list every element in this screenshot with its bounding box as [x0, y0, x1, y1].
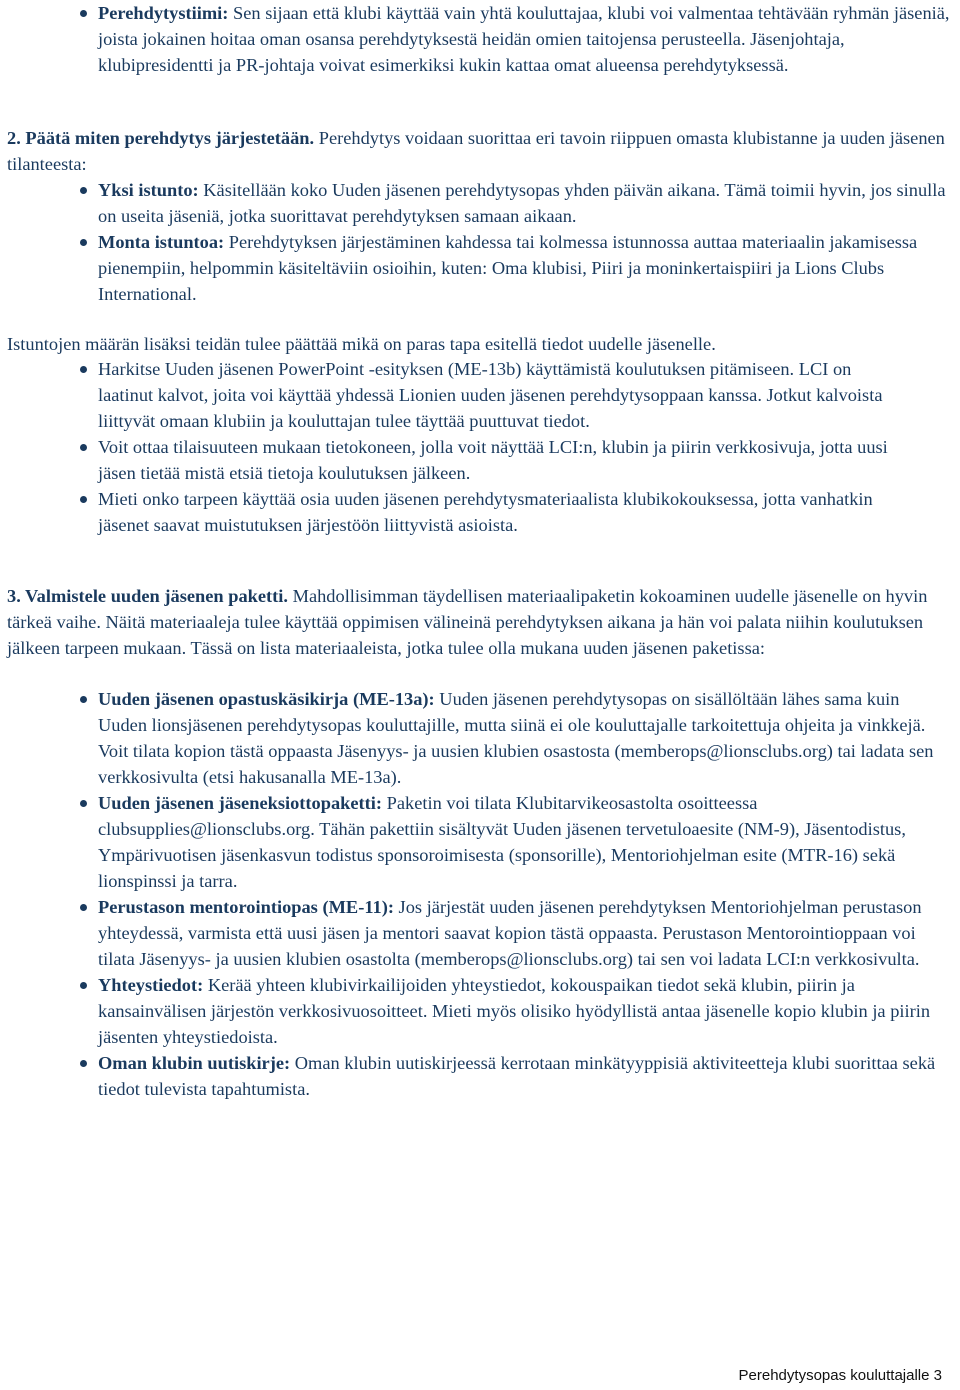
item-text: Jos järjestät uuden jäsenen perehdytyksen Mentoriohjelman perustason yhteydessä, varmista että uusi jäsen ja mentori saavat kopion tästä oppaasta. Perustason Mentorointioppaan voi tilata Jäsenyys- ja uusien klubien osastolta (memberops@lionsclubs.org) tai sen voi ladata LCI:n verkkosivulta. [98, 897, 922, 969]
item-text: Oman klubin uutiskirjeessä kerrotaan minkätyyppisiä aktiviteetteja klubi suorittaa sekä tiedot tulevista tapahtumista. [98, 1053, 936, 1099]
section-2-list [80, 177, 948, 307]
item-text: Käsitellään koko Uuden jäsenen perehdytysopas yhden päivän aikana. Tämä toimii hyvin, jos sinulla on useita jäseniä, jotka suorittavat perehdytyksen samaan aikaan. [98, 180, 946, 226]
item-text: Perehdytyksen järjestäminen kahdessa tai kolmessa istunnossa auttaa materiaalin jakamisessa pienempiin, helpommin käsiteltäviin osioihin, kuten: Oma klubisi, Piiri ja moninkertaispiiri ja Lions Clubs International. [98, 232, 918, 304]
item-text: Paketin voi tilata Klubitarvikeosastolta osoitteessa clubsupplies@lionsclubs.org. Tähän pakettiin sisältyvät Uuden jäsenen tervetuloaesite (NM-9), Jäsentodistus, Ympärivuotisen jäsenkasvun todistus sponsoroimisesta (sponsorille), Mentoriohjelman esite (MTR-16) sekä lionspinssi ja tarra. [98, 793, 906, 891]
page-footer: Perehdytysopas kouluttajalle 3 [738, 1367, 942, 1384]
section-3-list [80, 686, 950, 1102]
bullet-text: Sen sijaan että klubi käyttää vain yhtä kouluttajaa, klubi voi valmentaa tehtävään ryhmän jäseniä, joista jokainen hoitaa oman osansa perehdytyksestä heidän omien taitojensa perusteella. Jäsenjohtaja, klubipresidentti ja PR-johtaja voivat esimerkiksi kukin kattaa omat alueensa perehdytyksessä. [98, 3, 950, 75]
item-title: Uuden jäsenen jäseneksiottopaketti: [98, 793, 383, 813]
list-item [80, 229, 948, 307]
list-item: Harkitse Uuden jäsenen PowerPoint -esityksen (ME-13b) käyttämistä koulutuksen pitämiseen. LCI on laatinut kalvot, joita voi käyttää yhdessä Lionien uuden jäsenen perehdytysoppaan kanssa. Jotkut kalvoista liittyvät omaan klubiin ja kouluttajan tulee täyttää puuttuvat tiedot. [80, 356, 910, 434]
team-bullet-list [80, 0, 950, 78]
section-2-text: Perehdytys voidaan suorittaa eri tavoin riippuen omasta klubistanne ja uuden jäsenen tilanteesta: [7, 128, 945, 174]
section-2-heading [7, 125, 947, 177]
list-item [80, 177, 948, 229]
item-text: Kerää yhteen klubivirkailijoiden yhteystiedot, kokouspaikan tiedot sekä klubin, piirin ja kansainvälisen järjestön verkkosivuosoitteet. Mieti myös olisiko hyödyllistä antaa jäsenelle kopio klubin ja piirin jäsenten yhteystiedoista. [98, 975, 931, 1047]
item-title: Yhteystiedot: [98, 975, 204, 995]
list-item [80, 790, 950, 894]
item-title: Yksi istunto: [98, 180, 199, 200]
list-item [80, 1050, 950, 1102]
list-item: Voit ottaa tilaisuuteen mukaan tietokoneen, jolla voit näyttää LCI:n, klubin ja piirin verkkosivuja, jotta uusi jäsen tietää mistä etsiä tietoja koulutuksen jälkeen. [80, 434, 910, 486]
list-item [80, 894, 950, 972]
presentation-list [80, 356, 910, 538]
list-item [80, 972, 950, 1050]
section-3-heading [7, 583, 957, 661]
section-3-title: 3. Valmistele uuden jäsenen paketti. [7, 586, 288, 606]
bullet-title: Perehdytystiimi: [98, 3, 229, 23]
section-3-text: Mahdollisimman täydellisen materiaalipaketin kokoaminen uudelle jäsenelle on hyvin tärkeä vaihe. Näitä materiaaleja tulee käyttää oppimisen välineinä perehdytyksen aikana ja hän voi palata niihin koulutuksen jälkeen tarpeen mukaan. Tässä on lista materiaaleista, jotka tulee olla mukana uuden jäsenen paketissa: [7, 586, 928, 658]
list-item [80, 686, 950, 790]
sessions-paragraph: Istuntojen määrän lisäksi teidän tulee päättää mikä on paras tapa esitellä tiedot uudelle jäsenelle. [7, 334, 716, 354]
item-title: Uuden jäsenen opastuskäsikirja (ME-13a): [98, 689, 435, 709]
item-title: Perustason mentorointiopas (ME-11): [98, 897, 394, 917]
section-2-title: 2. Päätä miten perehdytys järjestetään. [7, 128, 315, 148]
item-title: Oman klubin uutiskirje: [98, 1053, 291, 1073]
list-item [80, 0, 950, 78]
item-text: Uuden jäsenen perehdytysopas on sisällöltään lähes sama kuin Uuden lionsjäsenen perehdytysopas kouluttajille, mutta siinä ei ole kouluttajalle tarkoitettuja ohjeita ja vinkkejä. Voit tilata kopion tästä oppaasta Jäsenyys- ja uusien klubien osastosta (memberops@lionsclubs.org) tai ladata sen verkkosivulta (etsi hakusanalla ME-13a). [98, 689, 934, 787]
list-item: Mieti onko tarpeen käyttää osia uuden jäsenen perehdytysmateriaalista klubikokouksessa, jotta vanhatkin jäsenet saavat muistutuksen järjestöön liittyvistä asioista. [80, 486, 910, 538]
item-title: Monta istuntoa: [98, 232, 225, 252]
